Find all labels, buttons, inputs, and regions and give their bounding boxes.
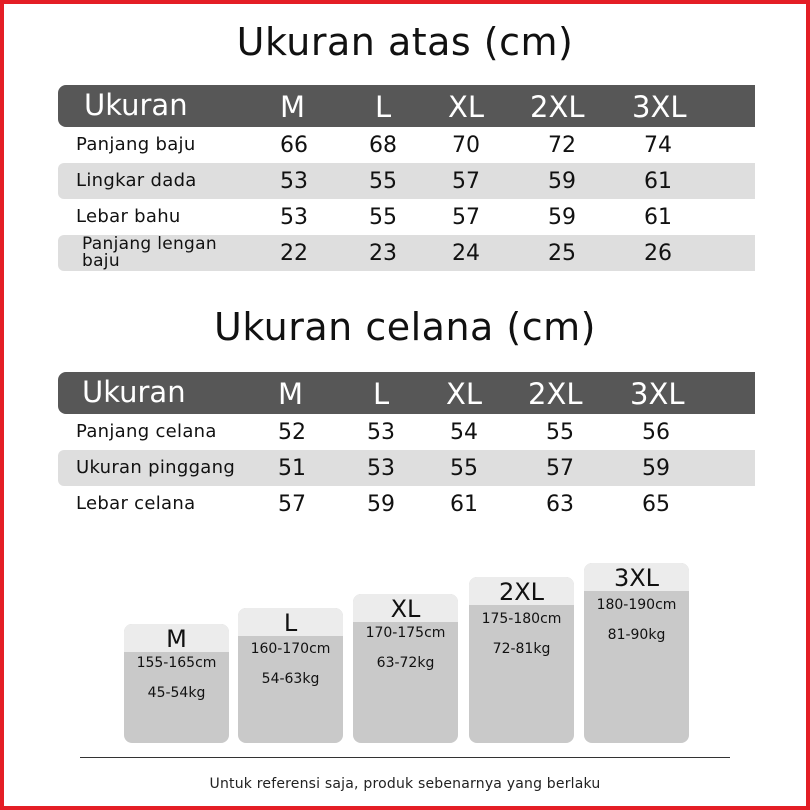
size-card-weight: 72-81kg [492,641,551,657]
size-card-label: M [124,624,229,652]
header-size-3xl: 3XL [632,90,687,124]
size-card-3xl [584,563,689,743]
cell-value: 66 [280,133,308,158]
cell-value: 57 [452,169,480,194]
cell-value: 63 [546,492,574,517]
cell-value: 55 [450,456,478,481]
cell-value: 55 [546,420,574,445]
header-label: Ukuran [82,375,186,409]
size-card-height: 170-175cm [365,625,446,641]
cell-value: 24 [452,241,480,266]
top-size-title: Ukuran atas (cm) [236,20,574,64]
header-size-xl: XL [446,377,483,411]
cell-value: 68 [369,133,397,158]
cell-value: 59 [642,456,670,481]
cell-value: 53 [280,169,308,194]
cell-value: 72 [548,133,576,158]
cell-value: 23 [369,241,397,266]
size-card-weight: 63-72kg [376,655,435,671]
cell-value: 59 [548,169,576,194]
size-card-height: 175-180cm [481,611,562,627]
cell-value: 53 [280,205,308,230]
row-label: Ukuran pinggang [76,457,236,478]
cell-value: 65 [642,492,670,517]
size-card-weight: 45-54kg [147,685,206,701]
cell-value: 53 [367,420,395,445]
cell-value: 22 [280,241,308,266]
reference-footnote: Untuk referensi saja, produk sebenarnya yang berlaku [209,776,601,792]
size-card-2xl [469,577,574,743]
header-label: Ukuran [84,88,188,122]
cell-value: 70 [452,133,480,158]
cell-value: 61 [644,205,672,230]
size-card-label: L [238,608,343,636]
row-label: Panjang baju [76,134,196,155]
size-card-label: 3XL [584,563,689,591]
cell-value: 56 [642,420,670,445]
header-size-m: M [278,377,304,411]
header-size-l: L [373,377,390,411]
size-card-label: 2XL [469,577,574,605]
size-card-label: XL [353,594,458,622]
header-size-l: L [375,90,392,124]
cell-value: 59 [548,205,576,230]
cell-value: 55 [369,169,397,194]
bottom-size-title: Ukuran celana (cm) [214,305,596,349]
cell-value: 57 [546,456,574,481]
cell-value: 57 [452,205,480,230]
size-card-height: 180-190cm [596,597,677,613]
row-label: Panjang lengan baju [82,234,217,271]
header-size-xl: XL [448,90,485,124]
footer-divider [80,757,730,758]
row-label: Panjang celana [76,421,217,442]
header-size-2xl: 2XL [528,377,583,411]
row-label: Lingkar dada [76,170,197,191]
cell-value: 61 [644,169,672,194]
row-label: Lebar bahu [76,206,181,227]
cell-value: 52 [278,420,306,445]
cell-value: 61 [450,492,478,517]
header-size-m: M [280,90,306,124]
cell-value: 59 [367,492,395,517]
size-card-height: 155-165cm [136,655,217,671]
cell-value: 55 [369,205,397,230]
row-label: Lebar celana [76,493,196,514]
cell-value: 51 [278,456,306,481]
size-card-weight: 54-63kg [261,671,320,687]
size-card-l [238,608,343,743]
cell-value: 53 [367,456,395,481]
size-card-weight: 81-90kg [607,627,666,643]
header-size-2xl: 2XL [530,90,585,124]
cell-value: 74 [644,133,672,158]
cell-value: 54 [450,420,478,445]
cell-value: 57 [278,492,306,517]
cell-value: 26 [644,241,672,266]
size-card-xl [353,594,458,743]
header-size-3xl: 3XL [630,377,685,411]
size-card-height: 160-170cm [250,641,331,657]
size-card-m [124,624,229,743]
cell-value: 25 [548,241,576,266]
